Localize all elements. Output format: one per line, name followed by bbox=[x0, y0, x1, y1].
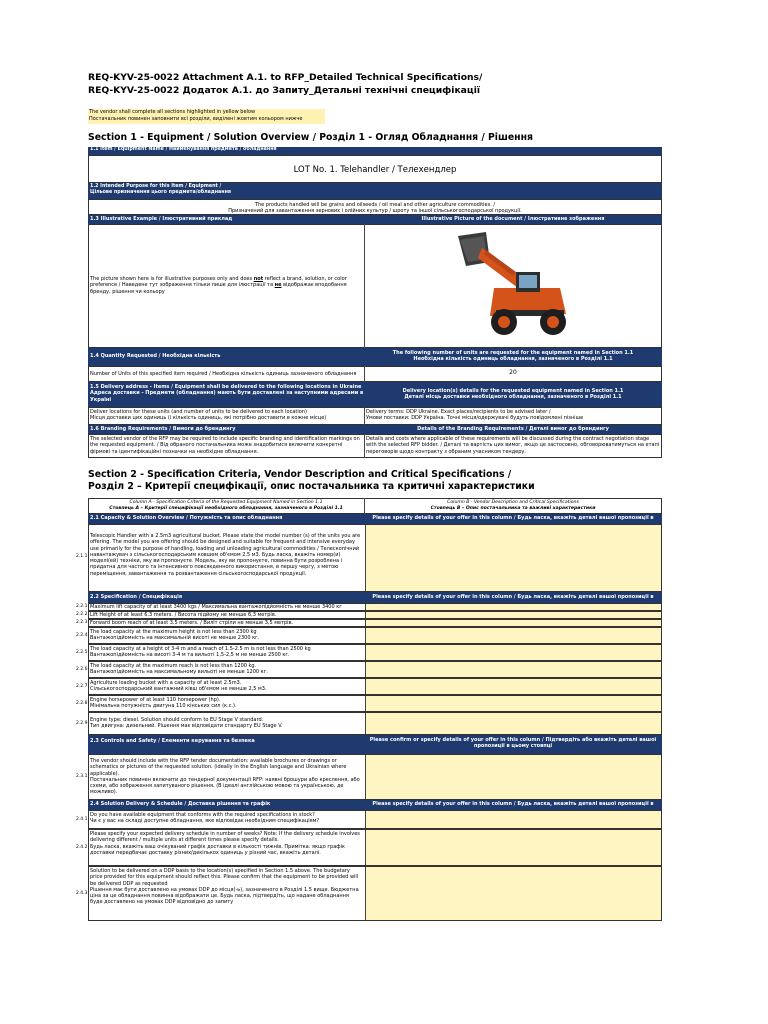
answer-field[interactable] bbox=[365, 628, 661, 644]
purpose-cell bbox=[88, 199, 662, 215]
delivery-right-1: Delivery terms: DDP Ukraine. Exact places/recipients to be advised later / bbox=[366, 409, 551, 415]
row-text: Please specify your expected delivery schedule in number of weeks? Note: If the delivery schedule involves delivering different / multiple units at different times please specify details. Будь ласка, вкажіть ваш очікуваний графік доставки в кількості тижнів. Примітка: якщо графік доставки передбачає доставку різних/декількох одиниць у різний час, вкажіть деталі. bbox=[90, 831, 360, 856]
answer-field[interactable] bbox=[365, 830, 661, 866]
s211-answer[interactable] bbox=[365, 525, 661, 591]
disclaimer-part2: reflect a brand, solution, or color preference / Наведене тут зображення тільки лише для ілюстрації та bbox=[90, 276, 347, 289]
delivery-label-1: 1.5 Delivery address - Items / Equipment shall be delivered to the following locations in Ukraine bbox=[90, 384, 362, 390]
qty-header bbox=[364, 348, 662, 366]
example-label: 1.3 Illustrative Example / Ілюстративний приклад bbox=[88, 215, 364, 224]
qty-value[interactable]: 20 bbox=[509, 369, 517, 376]
column-b-header-en: Column B - Vendor Description and Critical Specifications bbox=[447, 500, 579, 505]
answer-field[interactable] bbox=[365, 696, 661, 712]
delivery-left-1: Deliver locations for these units (and number of units to be delivered to each location) bbox=[90, 409, 307, 415]
delivery-right bbox=[366, 409, 660, 422]
disclaimer-not: not bbox=[253, 276, 264, 282]
s211-text: Telescopic Handler with a 2.5m3 agricultural bucket. Please state the model number (s) of the units you are offering. The model you are offering should be designed and suitable for frequent and intensive everyday use primarily for the purpose of handling, loading and unloading agricultural commodities / Телескопічний навантажувач з сільськогосподарським ковшем об'ємом 2,5 м3. Будь ласка, вкажіть номер(и) моделі(ей) техніки, яку ви пропонуєте. Модель, яку ви пропонуєте, повинна бути розроблена і придатна для частого та інтенсивного повсякденного використання, в першу чергу, з метою переміщення, завантаження та розвантаження сільськогосподарської продукції. bbox=[90, 533, 361, 577]
branding-label: 1.6 Branding Requirements / Вимоги до брендингу bbox=[88, 425, 364, 434]
picture-label: Illustrative Picture of the document / Ілюстративне зображення bbox=[364, 215, 662, 224]
s22-prompt: Please specify details of your offer in this column / Будь ласка, вкажіть деталі вашої пропозиції в bbox=[364, 592, 662, 603]
row-text: Lift Height of at least 6.3 meters. / Висота підйому не менше 6,3 метрів. bbox=[90, 612, 277, 618]
answer-field[interactable] bbox=[365, 662, 661, 678]
row-text: Agriculture loading bucket with a capacity of at least 2.5m3. Сільськогосподарський вантажний ківш об'ємом не менше 2,5 м3. bbox=[90, 680, 267, 693]
picture-disclaimer bbox=[90, 276, 360, 295]
delivery-label bbox=[88, 382, 364, 407]
document-title-ua: REQ-KYV-25-0022 Додаток А.1. до Запиту_Детальні технічні специфікації bbox=[88, 85, 480, 96]
row-number: 2.2.1 bbox=[76, 604, 88, 609]
branding-right: Details and costs where applicable of these requirements will be discussed during the contract negotiation stage with the selected RFP bidder. / Деталі та вартість цих вимог, якщо це застосовно, обговорюватимуться на етапі переговорів щодо контракту з обраним учасником тендеру. bbox=[366, 436, 660, 455]
s211-num: 2.1.1 bbox=[76, 554, 88, 559]
document-title-en: REQ-KYV-25-0022 Attachment A.1. to RFP_Detailed Technical Specifications/ bbox=[88, 72, 483, 83]
answer-field[interactable] bbox=[365, 604, 661, 611]
row-text: Solution to be delivered on a DDP basis to the location(s) specified in Section 1.5 above. The budgetary price provided for this equipment should reflect this. Please confirm that the equipment to be provided will be delivered DDP as requested Рішення має бути доставлено на умовах DDP до місця(-ь), зазначеного в Розділі 1.5 вище. Бюджетна ціна за це обладнання повинна відображати це. Будь ласка, підтвердіть, що надане обладнання буде доставлено на умовах DDP відповідно до запиту bbox=[90, 868, 359, 906]
disclaimer-ne: не bbox=[274, 282, 282, 289]
section-2-heading-en: Section 2 - Specification Criteria, Vendor Description and Critical Specifications / bbox=[88, 469, 512, 480]
row-text: Maximum lift capacity of at least 3400 kgs / Максимальна вантажопідйомність не менше 3400 кг bbox=[90, 604, 342, 610]
s231-text: The vendor should include with the RFP tender documentation: available brochures or drawings or schematics or pictures of the requested solution. (ideally in the English language and Ukrainian where applicable). Постачальник повинен включити до тендерної документації RFP: наявні брошури або креслення, або схеми, або зображення запитуваного рішення. (В ідеалі англійською мовою та українською, де можливо). bbox=[90, 758, 360, 796]
divider bbox=[364, 224, 365, 348]
row-number: 2.2.9 bbox=[76, 720, 88, 726]
answer-field[interactable] bbox=[365, 867, 661, 921]
item-name-label: 1.1 Item / Equipment Name / Найменування предмета / обладнання bbox=[88, 147, 662, 155]
lot-title: LOT No. 1. Telehandler / Телехендлер bbox=[293, 165, 457, 175]
s21-prompt: Please specify details of your offer in this column / Будь ласка, вкажіть деталі вашої пропозиції в bbox=[364, 514, 662, 524]
disclaimer-part1: The picture shown here is for illustrative purposes only and does bbox=[90, 276, 254, 282]
qty-label: 1.4 Quantity Requested / Необхідна кількість bbox=[88, 348, 364, 366]
answer-field[interactable] bbox=[365, 645, 661, 661]
s23-prompt: Please confirm or specify details of your offer in this column / Підтвердіть або вкажіть деталі вашої пропозиції в цьому стовпці bbox=[364, 735, 662, 754]
row-number: 2.2.7 bbox=[76, 683, 88, 689]
divider bbox=[364, 434, 365, 458]
purpose-label-ua: Цільове призначення цього предмета/обладнання bbox=[90, 190, 231, 195]
column-b-header-ua: Стовпець B – Опис постачальника та важливі характеристики bbox=[430, 506, 596, 512]
disclaimer-part3: відображає вподобання бренду, рішення чи кольору bbox=[90, 282, 347, 295]
purpose-text-ua: Призначений для завантаження зернових і олійних культур / шроту та іншої сільськогосподарської продукції. bbox=[228, 208, 522, 215]
delivery-header-ua: Деталі місць доставки необхідного обладнання, зазначеного в Розділі 1.1 bbox=[404, 394, 622, 401]
row-number: 2.2.3 bbox=[76, 620, 88, 625]
answer-field[interactable] bbox=[365, 713, 661, 735]
qty-row-label: Number of Units of this specified item required / Необхідна кількість одиниць зазначеного обладнання bbox=[90, 371, 357, 377]
column-a-header-ua: Стовпець А – Критерії специфікації необхідного обладнання, зазначеного в Розділі 1.1 bbox=[109, 506, 343, 512]
purpose-label-en: 1.2 Intended Purpose for this Item / Equipment / bbox=[90, 184, 222, 189]
lot-title-cell bbox=[88, 155, 662, 183]
instruction-note-en: The vendor shall complete all sections highlighted in yellow below bbox=[89, 109, 256, 115]
purpose-text-en: The products handled will be grains and oilseeds / oil meal and other agriculture commodities. / bbox=[254, 202, 496, 208]
delivery-right-2: Умови поставки: DDP Україна. Точні місця/одержувачі будуть повідомлені пізніше bbox=[366, 415, 584, 422]
branding-header: Details of the Branding Requirements / Деталі вимог до брендингу bbox=[364, 425, 662, 434]
column-a-header-en: Column A - Specification Criteria of the Requested Equipment Named in Section 1.1 bbox=[129, 500, 323, 505]
row-text: Do you have available equipment that conforms with the required specifications in stock? Чи є у вас на складі доступне обладнання, яке відповідає необхідним специфікаціям? bbox=[90, 812, 320, 825]
row-number: 2.4.3 bbox=[76, 890, 88, 896]
row-number: 2.2.8 bbox=[76, 700, 88, 706]
qty-header-ua: Необхідна кількість одиниць обладнання, зазначеного в Розділі 1.1 bbox=[413, 356, 613, 363]
s24-prompt: Please specify details of your offer in this column / Будь ласка, вкажіть деталі вашої пропозиції в bbox=[364, 800, 662, 810]
row-number: 2.4.1 bbox=[76, 816, 88, 822]
row-number: 2.2.2 bbox=[76, 612, 88, 617]
instruction-note bbox=[88, 109, 325, 124]
delivery-label-2: Адреса доставки - Предмети (обладнання) мають бути доставлені за наступними адресами в Україні bbox=[90, 390, 364, 403]
s21-label: 2.1 Capacity & Solution Overview / Потужність та опис обладнання bbox=[88, 514, 364, 524]
answer-field[interactable] bbox=[365, 612, 661, 619]
s231-answer[interactable] bbox=[365, 755, 661, 799]
column-a-header bbox=[88, 500, 364, 513]
row-number: 2.2.4 bbox=[76, 632, 88, 638]
row-text: The load capacity at the maximum height is not less than 2300 kg Вантажопідйомність на максимальній висоті не менше 2300 кг. bbox=[90, 629, 260, 642]
delivery-header bbox=[364, 382, 662, 407]
branding-left: The selected vendor of the RFP may be required to include specific branding and identification markings on the requested equipment. / Від обраного постачальника може знадобитися включити конкретні фірмові та ідентифікаційні позначки на необхідне обладнання. bbox=[90, 436, 360, 455]
s23-label: 2.3 Controls and Safety / Елементи керування та безпека bbox=[88, 735, 364, 754]
row-text: The load capacity at the maximum reach is not less than 1200 kg. Вантажопідйомність на максимальному вильоті не менше 1200 кг. bbox=[90, 663, 268, 676]
s24-label: 2.4 Solution Delivery & Schedule / Доставка рішення та графік bbox=[88, 800, 364, 810]
answer-field[interactable] bbox=[365, 620, 661, 627]
row-number: 2.2.5 bbox=[76, 649, 88, 655]
row-number: 2.4.2 bbox=[76, 844, 88, 850]
section-1-heading: Section 1 - Equipment / Solution Overview / Розділ 1 - Огляд Обладнання / Рішення bbox=[88, 132, 533, 143]
divider bbox=[364, 407, 365, 425]
delivery-left bbox=[90, 409, 362, 422]
answer-field[interactable] bbox=[365, 811, 661, 829]
purpose-label bbox=[88, 183, 662, 199]
s231-num: 2.3.1 bbox=[76, 774, 88, 779]
instruction-note-ua: Постачальник повинен заповнити всі розділи, виділені жовтим кольором нижче bbox=[89, 115, 303, 122]
telehandler-image bbox=[456, 226, 574, 344]
s22-label: 2.2 Specification / Специфікація bbox=[88, 592, 364, 603]
row-text: The load capacity at a height of 3-4 m and a reach of 1.5-2.5 m is not less than 2500 kg Вантажопідйомність на висоті 3-4 м та вильоті 1,5-2,5 м не менше 2500 кг. bbox=[90, 646, 311, 659]
delivery-header-en: Delivery location(s) details for the requested equipment named in Section 1.1 bbox=[402, 388, 624, 394]
row-text: Engine type: diesel. Solution should conform to EU Stage V standard. Тип двигуна: дизельний. Рішення має відповідати стандарту EU Stage V. bbox=[90, 717, 283, 730]
row-text: Engine horsepower of at least 110 horsepower (hp). Мінімальна потужність двигуна 110 кінських сил (к.с.). bbox=[90, 697, 237, 710]
delivery-left-2: Місця доставки цих одиниць (і кількість одиниць, які потрібно доставити в кожне місце) bbox=[90, 415, 327, 422]
row-text: Forward boom reach of at least 3.5 meters. / Виліт стріли не менше 3,5 метрів. bbox=[90, 620, 294, 626]
column-b-header bbox=[364, 500, 662, 513]
answer-field[interactable] bbox=[365, 679, 661, 695]
section-2-heading-ua: Розділ 2 – Критерії специфікації, опис постачальника та критичні характеристики bbox=[88, 481, 535, 492]
qty-header-en: The following number of units are requested for the equipment named in Section 1.1 bbox=[392, 350, 634, 356]
row-number: 2.2.6 bbox=[76, 666, 88, 672]
